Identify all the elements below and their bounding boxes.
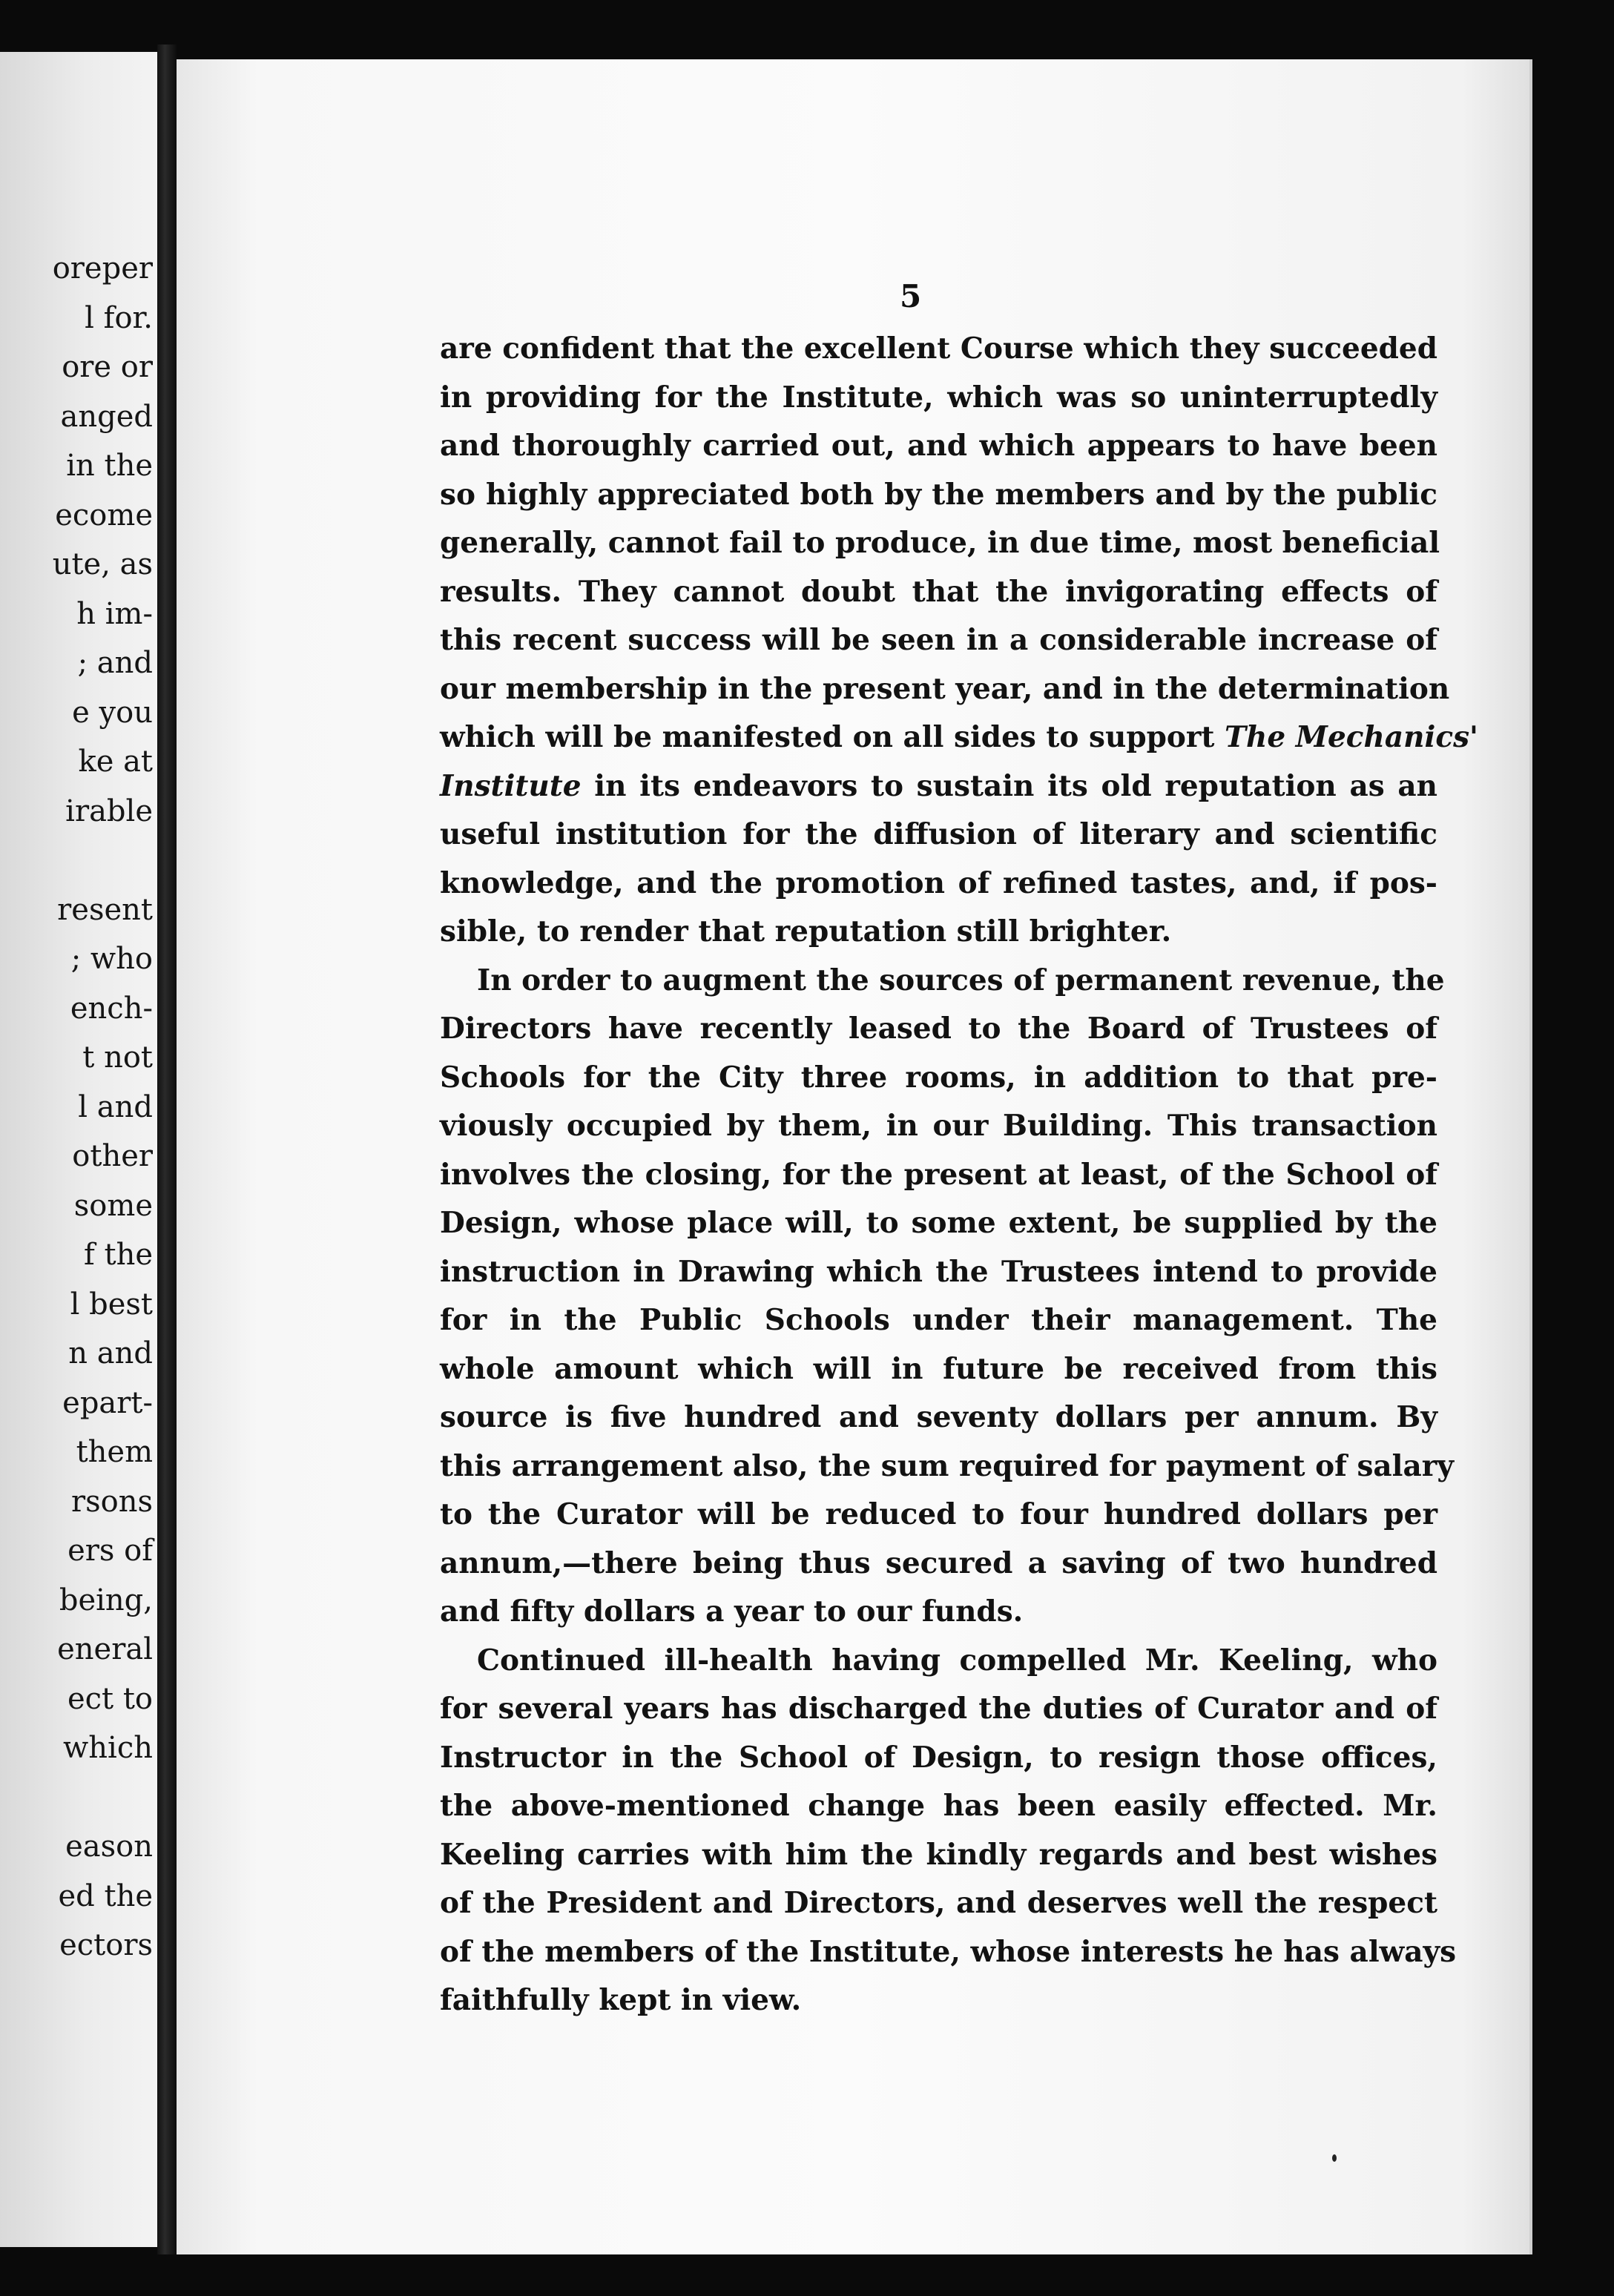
- left-page-fragment: eneral: [57, 1632, 153, 1666]
- binding-gutter: [157, 44, 177, 2254]
- text-line: [440, 616, 1437, 665]
- text-line: [440, 1054, 1437, 1103]
- left-page-fragment: e you: [72, 695, 153, 730]
- left-page-fragment: them: [76, 1435, 153, 1469]
- text-line: [440, 422, 1437, 471]
- line-text: for in the Public Schools under their management. The: [440, 1303, 1437, 1337]
- left-page-fragment: ; and: [77, 646, 153, 680]
- left-page-fragment: ecome: [55, 498, 153, 532]
- line-text: useful institution for the diffusion of literary and scientific: [440, 817, 1437, 851]
- left-page-fragment: anged: [60, 399, 153, 434]
- text-line: [440, 1637, 1437, 1686]
- text-line: [440, 908, 1437, 957]
- line-text: results. They cannot doubt that the invigorating effects of: [440, 574, 1437, 609]
- line-text: in providing for the Institute, which was so uninterruptedly: [440, 380, 1437, 415]
- line-text: whole amount which will in future be received from this: [440, 1351, 1437, 1386]
- line-text: Instructor in the School of Design, to resign those offices,: [440, 1740, 1437, 1775]
- text-line: [440, 860, 1437, 908]
- text-line: [440, 1831, 1437, 1880]
- line-text: Keeling carries with him the kindly regards and best wishes: [440, 1837, 1437, 1872]
- text-line: [440, 1005, 1437, 1054]
- left-page-fragment: in the: [66, 449, 153, 483]
- line-text: in its endeavors to sustain its old reputation as an: [581, 768, 1437, 803]
- line-text: source is five hundred and seventy dollars per annum. By: [440, 1400, 1437, 1434]
- line-text: Continued ill-health having compelled Mr. Keeling, who: [477, 1643, 1437, 1678]
- left-page-fragment: which: [63, 1731, 153, 1765]
- text-line: [440, 1782, 1437, 1831]
- previous-page-strip: [0, 52, 157, 2247]
- line-text: faithfully kept in view.: [440, 1983, 802, 2017]
- line-text: this recent success will be seen in a considerable increase of: [440, 623, 1437, 657]
- line-text: sible, to render that reputation still brighter.: [440, 914, 1172, 949]
- line-text: which will be manifested on all sides to support: [440, 720, 1225, 754]
- text-line: [440, 1393, 1437, 1442]
- text-line: [440, 811, 1437, 860]
- left-page-fragment: h im-: [76, 596, 153, 631]
- left-page-fragment: ectors: [59, 1928, 153, 1962]
- text-line: [440, 665, 1450, 714]
- text-line: [440, 957, 1445, 1006]
- left-page-fragment: ed the: [58, 1878, 153, 1913]
- text-line: [440, 1879, 1437, 1928]
- line-text: of the members of the Institute, whose interests he has always: [440, 1934, 1457, 1969]
- left-page-fragment: l for.: [85, 300, 153, 335]
- text-line: [440, 1102, 1437, 1151]
- text-line: [440, 1442, 1454, 1491]
- line-text: Directors have recently leased to the Board of Trustees of: [440, 1012, 1437, 1046]
- text-line: [440, 713, 1478, 762]
- left-page-fragment: n and: [68, 1336, 153, 1370]
- left-page-fragment: ore or: [62, 350, 153, 384]
- text-line: [440, 1345, 1437, 1394]
- left-page-fragment: epart-: [62, 1385, 153, 1420]
- left-page-fragment: f the: [83, 1238, 153, 1272]
- line-text: Schools for the City three rooms, in addition to that pre-: [440, 1060, 1437, 1095]
- line-text: generally, cannot fail to produce, in due time, most beneficial: [440, 526, 1440, 560]
- page-text: [440, 325, 1478, 2025]
- page-number: 5: [900, 278, 922, 314]
- left-page-fragment: irable: [65, 794, 153, 828]
- line-text: and thoroughly carried out, and which appears to have been: [440, 429, 1437, 463]
- line-text: our membership in the present year, and in the determination: [440, 671, 1450, 706]
- book-page: [177, 59, 1532, 2254]
- left-page-fragment: resent: [57, 892, 153, 927]
- text-line: [440, 1540, 1437, 1589]
- text-line: [440, 1685, 1437, 1734]
- left-page-fragment: oreper: [52, 251, 153, 286]
- left-page-fragment: ute, as: [52, 547, 153, 581]
- left-page-fragment: other: [72, 1139, 153, 1173]
- left-page-fragment: ect to: [67, 1681, 153, 1716]
- text-line: [440, 762, 1437, 811]
- left-page-fragment: ke at: [78, 745, 153, 779]
- text-line: [440, 519, 1440, 568]
- line-text: involves the closing, for the present at least, of the School of: [440, 1157, 1437, 1192]
- line-text: so highly appreciated both by the members and by the public: [440, 477, 1437, 512]
- line-text: instruction in Drawing which the Trustees intend to provide: [440, 1254, 1437, 1289]
- ink-speck: [1332, 2154, 1337, 2162]
- left-page-fragment: ers of: [67, 1534, 153, 1568]
- line-text: Design, whose place will, to some extent, be supplied by the: [440, 1206, 1437, 1240]
- line-text: In order to augment the sources of permanent revenue, the: [477, 963, 1445, 997]
- text-line: [440, 471, 1437, 520]
- line-text: and fifty dollars a year to our funds.: [440, 1594, 1024, 1629]
- left-page-fragment: l best: [70, 1287, 153, 1322]
- text-line: [440, 1588, 1437, 1637]
- line-text: this arrangement also, the sum required for payment of salary: [440, 1448, 1454, 1483]
- text-line: [440, 1491, 1437, 1540]
- left-page-fragment: ; who: [70, 942, 153, 976]
- text-line: [440, 1976, 1437, 2025]
- italic-text: Institute: [440, 768, 582, 803]
- left-page-fragment: some: [73, 1188, 153, 1223]
- text-line: [440, 1248, 1437, 1297]
- line-text: annum,—there being thus secured a saving of two hundred: [440, 1545, 1437, 1580]
- text-line: [440, 1199, 1437, 1248]
- line-text: are confident that the excellent Course which they succeeded: [440, 331, 1437, 366]
- text-line: [440, 568, 1437, 617]
- line-text: of the President and Directors, and deserves well the respect: [440, 1886, 1437, 1920]
- text-line: [440, 1734, 1437, 1783]
- text-line: [440, 1296, 1437, 1345]
- text-line: [440, 374, 1437, 423]
- left-page-fragment: rsons: [70, 1484, 153, 1519]
- left-page-fragment: t not: [82, 1040, 153, 1075]
- left-page-fragment: ench-: [70, 991, 153, 1026]
- left-page-fragment: being,: [59, 1583, 153, 1617]
- text-line: [440, 1151, 1437, 1200]
- line-text: viously occupied by them, in our Building. This transaction: [440, 1109, 1437, 1143]
- italic-text: The Mechanics': [1225, 720, 1478, 754]
- text-line: [440, 1928, 1457, 1977]
- left-page-fragment: l and: [78, 1089, 153, 1124]
- line-text: the above-mentioned change has been easily effected. Mr.: [440, 1789, 1437, 1823]
- line-text: knowledge, and the promotion of refined tastes, and, if pos-: [440, 865, 1437, 900]
- text-line: [440, 325, 1437, 374]
- line-text: to the Curator will be reduced to four hundred dollars per: [440, 1497, 1437, 1531]
- left-page-fragment: eason: [65, 1830, 153, 1864]
- line-text: for several years has discharged the duties of Curator and of: [440, 1692, 1437, 1726]
